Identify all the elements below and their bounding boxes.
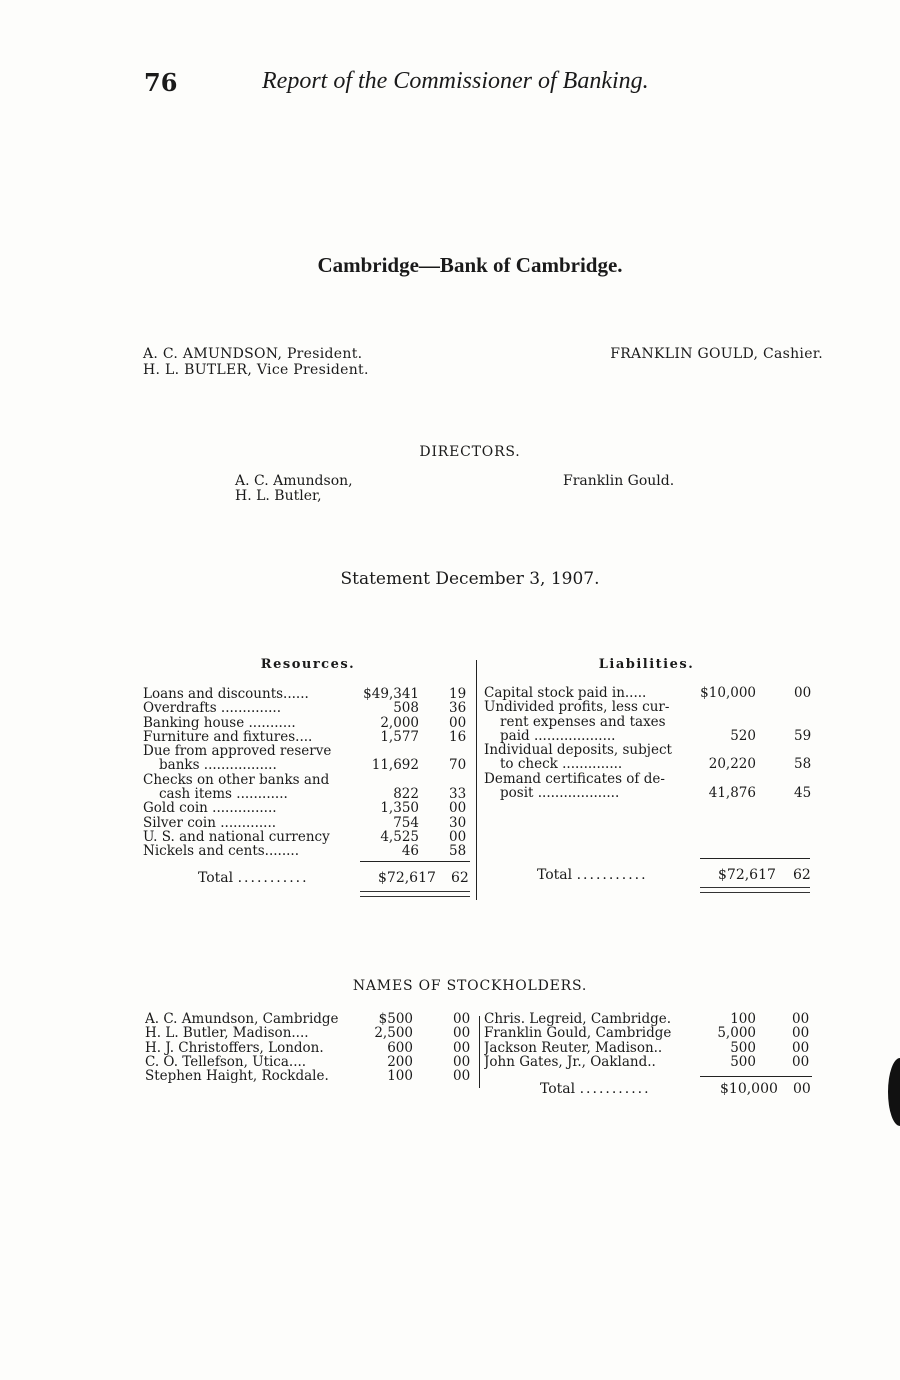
officer-president: A. C. AMUNDSON, President. [143, 346, 363, 362]
row-cents: 33 [449, 786, 467, 803]
stockholders-column-divider [479, 1016, 480, 1088]
liabilities-total-double-rule [700, 887, 810, 893]
stockholder-cents: 00 [453, 1011, 471, 1027]
total-leader: ........... [579, 1081, 651, 1097]
resources-total-cents: 62 [451, 870, 469, 886]
page-number: 76 [144, 68, 178, 97]
row-dollars: 11,692 [371, 757, 419, 774]
table-row [143, 701, 473, 715]
liabilities-table [484, 686, 814, 800]
liabilities-total-rule [700, 858, 810, 859]
stockholder-dollars: 100 [387, 1068, 413, 1085]
total-label: Total [540, 1081, 576, 1097]
list-item [484, 1041, 814, 1055]
list-item [484, 1012, 814, 1026]
stockholder-name: Franklin Gould, Cambridge [484, 1026, 672, 1041]
statement-title: Statement December 3, 1907. [340, 569, 600, 589]
stockholder-cents: 00 [453, 1025, 471, 1042]
stockholder-name: Jackson Reuter, Madison.. [484, 1040, 663, 1055]
directors-heading: DIRECTORS. [419, 444, 521, 460]
table-row [484, 715, 814, 729]
table-row [484, 757, 814, 771]
total-leader: ........... [237, 870, 309, 886]
stockholders-total-dollars: $10,000 [720, 1081, 778, 1097]
total-leader: ........... [576, 867, 648, 883]
row-label: rent expenses and taxes [500, 714, 666, 729]
stockholder-dollars: 5,000 [717, 1025, 756, 1042]
row-dollars: 4,525 [380, 828, 419, 845]
row-label: Loans and discounts...... [143, 687, 309, 702]
row-label: Capital stock paid in..... [484, 686, 647, 701]
total-label: Total [537, 867, 573, 883]
table-row [143, 758, 473, 772]
stockholder-dollars: 500 [730, 1039, 756, 1056]
table-row [143, 773, 473, 787]
director-left-2: H. L. Butler, [235, 488, 322, 504]
table-row [143, 716, 473, 730]
stockholders-total-cents: 00 [793, 1081, 811, 1097]
resources-total-double-rule [360, 891, 470, 897]
binding-hole-shadow [888, 1058, 900, 1126]
liabilities-total-cents: 62 [793, 867, 811, 883]
liabilities-total-dollars: $72,617 [718, 867, 776, 883]
officer-cashier: FRANKLIN GOULD, Cashier. [610, 346, 823, 362]
table-row [484, 700, 814, 714]
row-label: Banking house ........... [143, 715, 296, 730]
total-label: Total [198, 870, 234, 886]
stockholder-cents: 00 [792, 1039, 810, 1056]
resources-total-rule [360, 861, 470, 862]
table-row [143, 801, 473, 815]
stockholder-dollars: 500 [730, 1053, 756, 1070]
table-row [143, 844, 473, 858]
bank-title: Cambridge—Bank of Cambridge. [317, 253, 623, 277]
row-cents: 45 [794, 785, 812, 802]
liabilities-total-label [537, 867, 648, 883]
stockholder-cents: 00 [792, 1011, 810, 1027]
stockholder-cents: 00 [453, 1053, 471, 1070]
row-cents: 00 [794, 685, 812, 701]
table-row [484, 743, 814, 757]
stockholder-cents: 00 [792, 1025, 810, 1042]
stockholder-dollars: 2,500 [374, 1025, 413, 1042]
table-row [143, 787, 473, 801]
table-row [143, 730, 473, 744]
row-label: U. S. and national currency [143, 829, 330, 845]
row-dollars: 822 [393, 786, 419, 803]
row-dollars: 41,876 [708, 785, 756, 802]
row-dollars: $10,000 [700, 685, 756, 701]
liabilities-heading: Liabilities. [598, 657, 695, 672]
stockholders-total-label [540, 1081, 651, 1097]
row-label: Nickels and cents........ [143, 844, 300, 859]
director-left-1: A. C. Amundson, [235, 473, 353, 489]
row-label: Silver coin ............. [143, 815, 277, 830]
row-cents: 00 [449, 800, 467, 817]
row-label: Individual deposits, subject [484, 743, 672, 758]
row-label: Overdrafts .............. [143, 701, 281, 716]
director-right-1: Franklin Gould. [563, 473, 675, 489]
table-row [143, 830, 473, 844]
row-label: Checks on other banks and [143, 772, 330, 788]
row-dollars: 46 [401, 843, 419, 860]
row-cents: 19 [449, 686, 467, 702]
row-cents: 00 [449, 714, 467, 731]
row-cents: 30 [449, 814, 467, 831]
row-dollars: $49,341 [363, 686, 419, 702]
row-cents: 36 [449, 700, 467, 717]
stockholder-dollars: 600 [387, 1039, 413, 1056]
row-cents: 16 [449, 728, 467, 745]
list-item [145, 1012, 475, 1026]
list-item [145, 1041, 475, 1055]
list-item [484, 1055, 814, 1069]
stockholder-name: A. C. Amundson, Cambridge [145, 1012, 339, 1027]
row-cents: 70 [449, 757, 467, 774]
row-dollars: 520 [730, 727, 756, 744]
stockholder-name: Chris. Legreid, Cambridge. [484, 1012, 672, 1027]
stockholder-cents: 00 [792, 1053, 810, 1070]
stockholder-name: John Gates, Jr., Oakland.. [484, 1054, 656, 1070]
row-label: cash items ............ [159, 787, 288, 802]
stockholder-name: C. O. Tellefson, Utica.... [145, 1054, 307, 1070]
row-label: Demand certificates of de- [484, 771, 665, 787]
row-dollars: 754 [393, 814, 419, 831]
resources-heading: Resources. [260, 657, 356, 672]
resources-table [143, 687, 473, 859]
row-cents: 58 [449, 843, 467, 860]
resources-total-label [198, 870, 309, 886]
stockholder-name: H. L. Butler, Madison.... [145, 1026, 309, 1041]
row-cents: 59 [794, 727, 812, 744]
running-title: Report of the Commissioner of Banking. [262, 68, 649, 94]
table-row [484, 729, 814, 743]
officer-vice-president: H. L. BUTLER, Vice President. [143, 362, 369, 378]
row-dollars: 508 [393, 700, 419, 717]
row-label: posit ................... [500, 786, 620, 801]
stockholder-dollars: 100 [730, 1011, 756, 1027]
row-label: to check .............. [500, 757, 623, 772]
list-item [145, 1055, 475, 1069]
row-label: paid ................... [500, 728, 616, 744]
resources-total-dollars: $72,617 [378, 870, 436, 886]
stockholder-name: Stephen Haight, Rockdale. [145, 1069, 329, 1084]
row-cents: 00 [449, 828, 467, 845]
row-label: banks ................. [159, 758, 277, 773]
stockholders-left-list [145, 1012, 475, 1083]
table-row [143, 687, 473, 701]
row-dollars: 1,350 [380, 800, 419, 817]
row-dollars: 2,000 [380, 714, 419, 731]
row-label: Gold coin ............... [143, 801, 277, 816]
table-row [484, 772, 814, 786]
stockholder-dollars: $500 [378, 1011, 413, 1027]
row-dollars: 1,577 [380, 728, 419, 745]
row-dollars: 20,220 [708, 756, 756, 773]
stockholders-total-rule [700, 1076, 812, 1077]
row-label: Furniture and fixtures.... [143, 729, 313, 745]
table-row [143, 816, 473, 830]
table-row [484, 786, 814, 800]
stockholder-cents: 00 [453, 1039, 471, 1056]
statement-column-divider [476, 660, 477, 900]
row-label: Undivided profits, less cur- [484, 700, 670, 715]
list-item [145, 1069, 475, 1083]
table-row [484, 686, 814, 700]
stockholder-cents: 00 [453, 1068, 471, 1085]
list-item [145, 1026, 475, 1040]
list-item [484, 1026, 814, 1040]
stockholder-dollars: 200 [387, 1053, 413, 1070]
stockholders-right-list [484, 1012, 814, 1069]
row-label: Due from approved reserve [143, 744, 332, 759]
row-cents: 58 [794, 756, 812, 773]
stockholder-name: H. J. Christoffers, London. [145, 1040, 324, 1055]
table-row [143, 744, 473, 758]
stockholders-heading: NAMES OF STOCKHOLDERS. [352, 978, 588, 994]
